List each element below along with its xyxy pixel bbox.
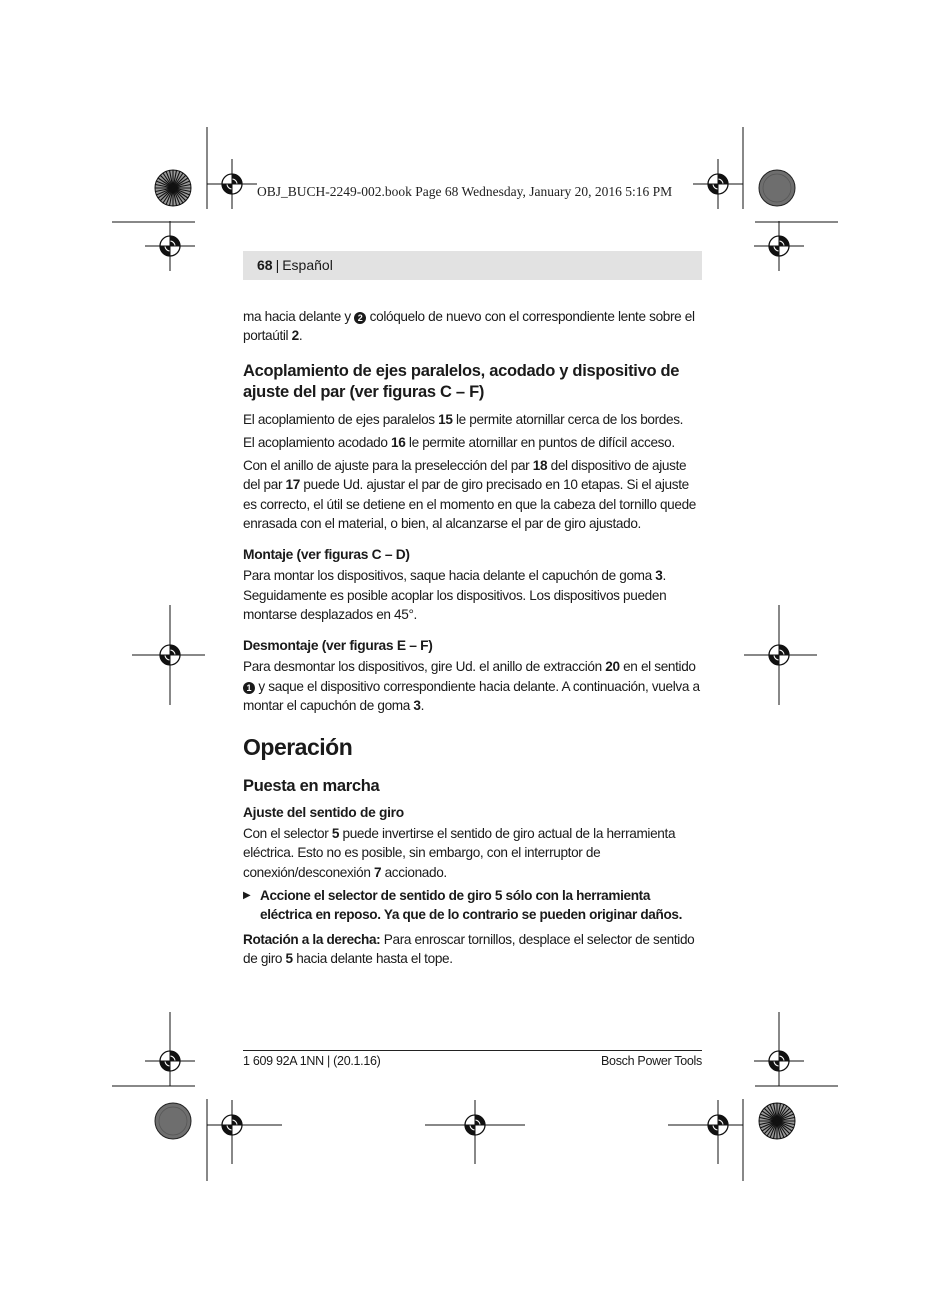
subsection-title-montaje: Montaje (ver figuras C – D) [243,547,410,563]
section-title-acoplamiento: Acoplamiento de ejes paralelos, acodado y dispositivo de ajuste del par (ver figuras C – F) [243,361,680,402]
print-slug: OBJ_BUCH-2249-002.book Page 68 Wednesday, January 20, 2016 5:16 PM [257,184,673,199]
circled-number: 1 [243,682,255,694]
warning-item [243,886,703,925]
footer-doc-number: 1 609 92A 1NN | (20.1.16) [243,1054,381,1068]
subsection-title-ajuste: Ajuste del sentido de giro [243,805,404,821]
page-header [243,251,702,280]
paragraph-desmontaje: Para desmontar los dispositivos, gire Ud. el anillo de extracción 20 en el sentido 1 y saque el dispositivo correspondiente hacia delante. A continuación, vuelva a montar el capuchón de goma 3. [243,659,700,713]
footer-brand: Bosch Power Tools [601,1054,702,1068]
warning-text: Accione el selector de sentido de giro 5 sólo con la herramienta eléctrica en reposo. Ya que de lo contrario se pueden originar daños. [260,888,683,923]
page-content [243,307,703,972]
paragraph-torque-setting: Con el anillo de ajuste para la preselección del par 18 del dispositivo de ajuste del par 17 puede Ud. ajustar el par de giro precisado en 10 etapas. Si el ajuste es correcto, el útil se detiene en el momento en que la cabeza del tornillo quede enrasada con el material, o bien, al alcanzarse el par de giro ajustado. [243,458,697,532]
chapter-title-operacion: Operación [243,734,353,761]
header-separator: | [275,257,280,273]
section-title-puesta: Puesta en marcha [243,777,380,796]
paragraph-selector: Con el selector 5 puede invertirse el sentido de giro actual de la herramienta eléctrica. Esto no es posible, sin embargo, con el interruptor de conexión/desconexión 7 accionado. [243,826,676,880]
page-number: 68 [257,257,273,273]
paragraph-parallel-coupling: El acoplamiento de ejes paralelos 15 le permite atornillar cerca de los bordes. [243,411,684,427]
subsection-title-desmontaje: Desmontaje (ver figuras E – F) [243,638,433,654]
rotacion-label: Rotación a la derecha: [243,931,381,947]
header-language: Español [282,257,333,273]
paragraph-montaje: Para montar los dispositivos, saque hacia delante el capuchón de goma 3. Seguidamente es posible acoplar los dispositivos. Los dispositivos pueden montarse desplazados en 45°. [243,568,667,622]
circled-number: 2 [354,312,366,324]
bullet-triangle-icon: ▶ [243,890,251,902]
footer-rule [243,1050,702,1051]
paragraph-angled-coupling: El acoplamiento acodado 16 le permite atornillar en puntos de difícil acceso. [243,434,675,450]
paragraph-rotacion: Rotación a la derecha: Para enroscar tornillos, desplace el selector de sentido de giro 5 hacia delante hasta el tope. [243,931,695,966]
intro-paragraph: ma hacia delante y 2 colóquelo de nuevo con el correspondiente lente sobre el portaútil 2. [243,309,695,344]
